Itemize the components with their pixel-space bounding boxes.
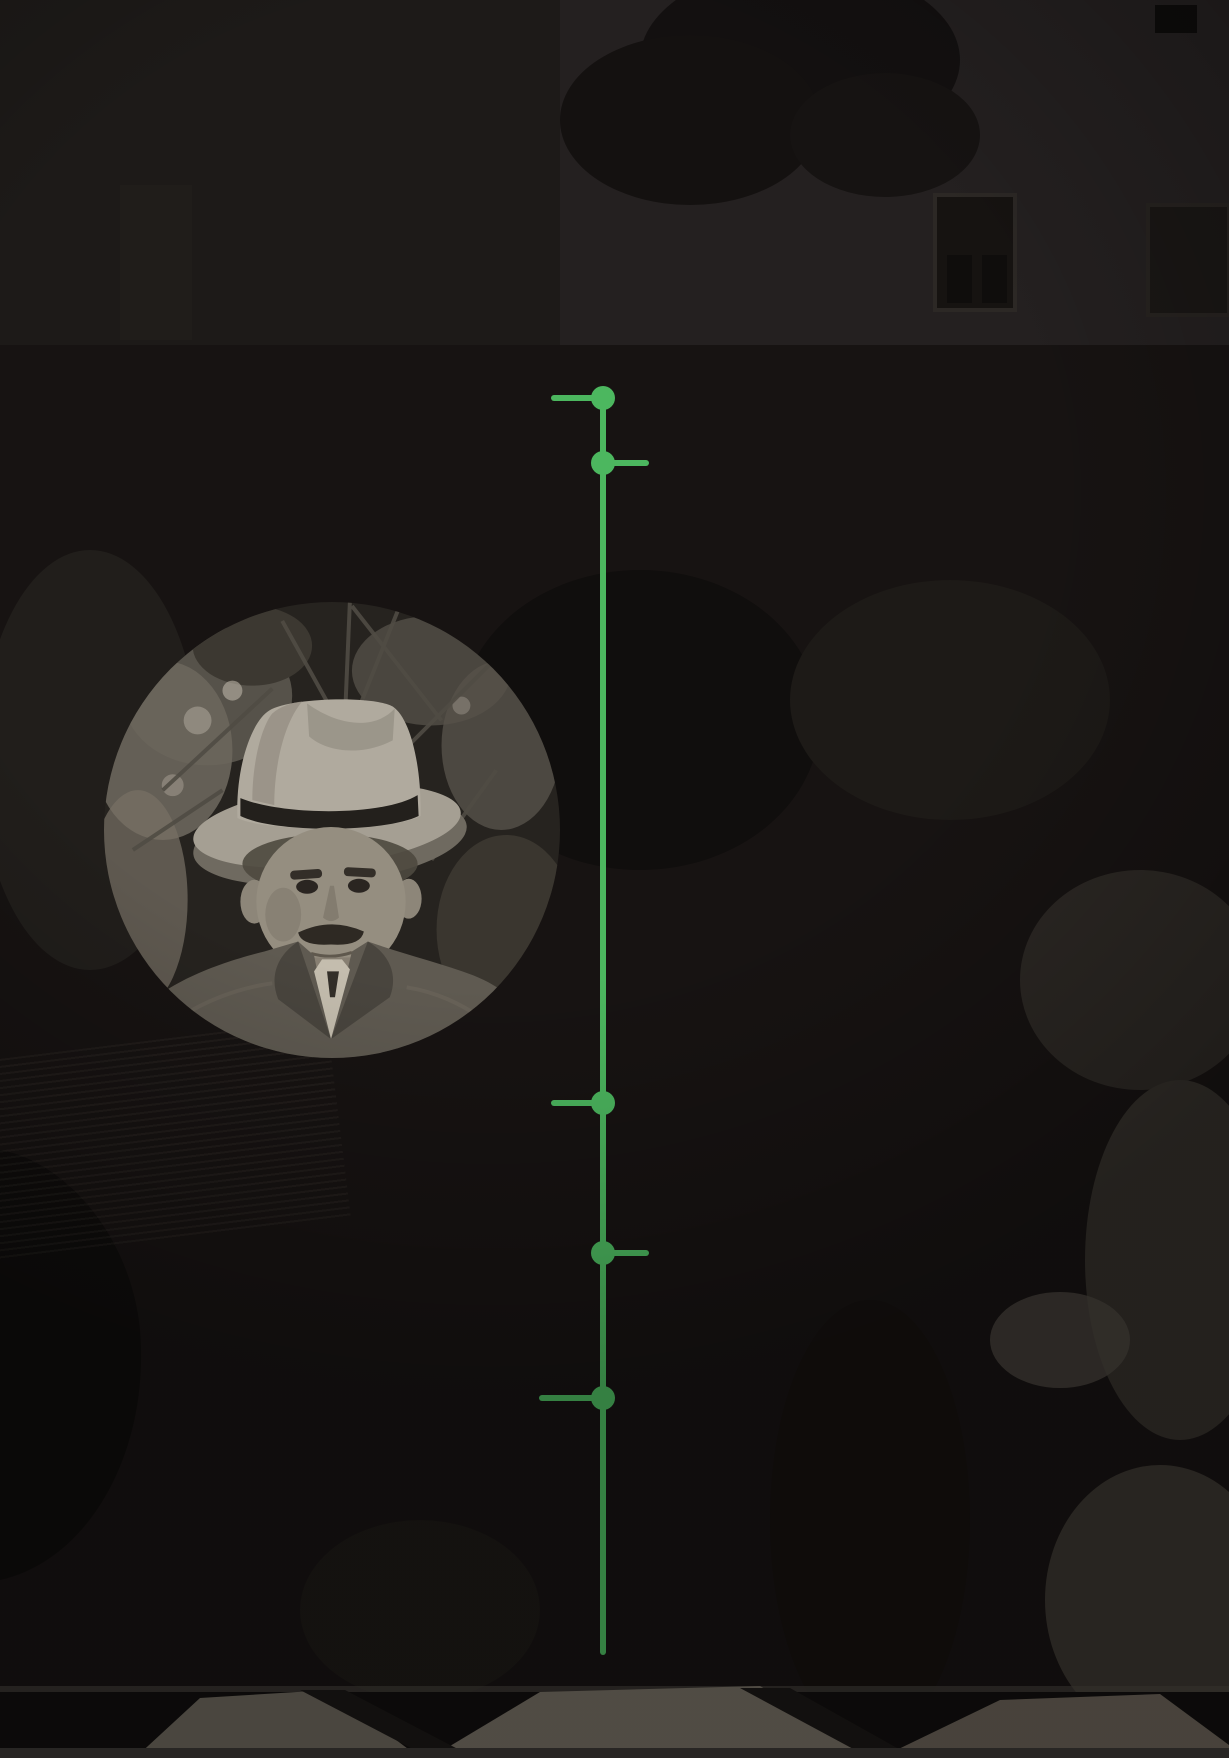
timeline-event-1990s-text <box>658 1299 1098 1330</box>
timeline-event-1960s-text <box>77 426 547 457</box>
timeline-event-1980s-text <box>66 1150 548 1181</box>
timeline-node-1960s <box>591 386 615 410</box>
bookchin-portrait-photo <box>103 601 561 1059</box>
timeline-line <box>600 398 606 1655</box>
timeline-event-2000s-text <box>70 1436 544 1467</box>
timeline-node-2000s <box>591 1386 615 1410</box>
timeline-node-1970s <box>591 451 615 475</box>
timeline-node-1990s <box>591 1241 615 1265</box>
timeline-node-1980s <box>591 1091 615 1115</box>
timeline-event-1970s-text <box>658 499 1094 530</box>
